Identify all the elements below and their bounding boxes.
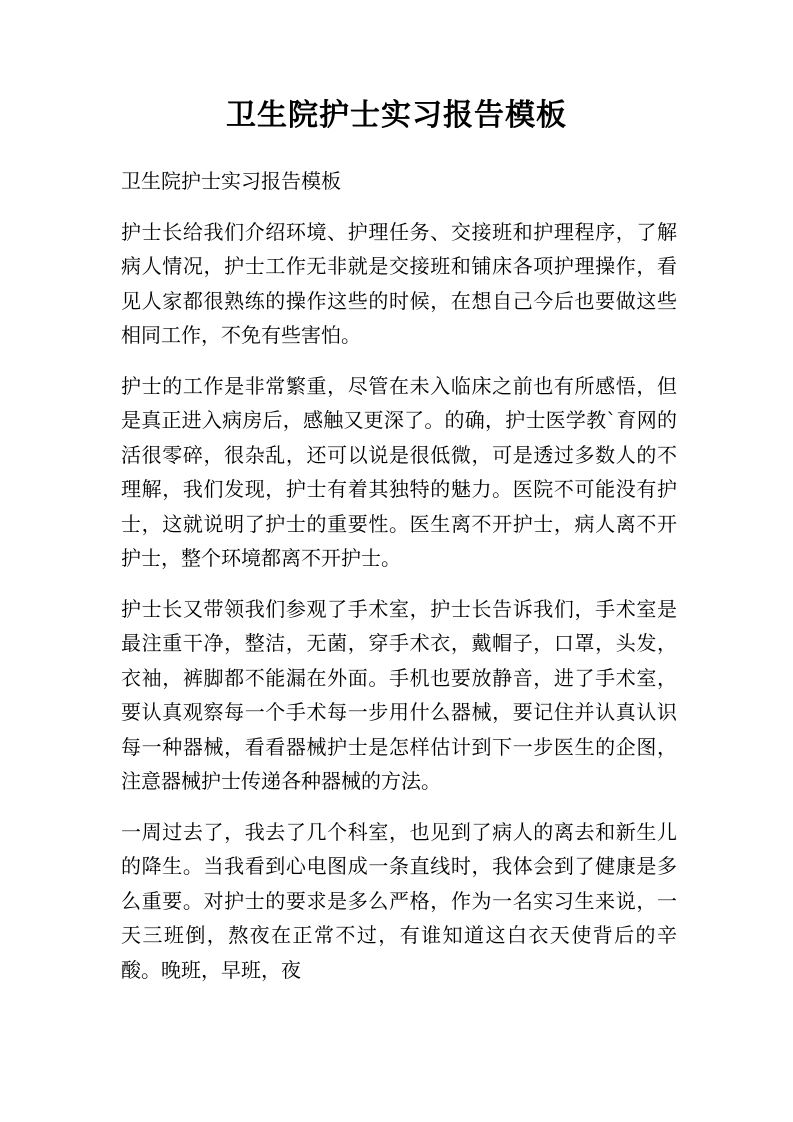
paragraph-3: 护士长又带领我们参观了手术室，护士长告诉我们，手术室是最注重干净，整洁，无菌，穿手术衣，戴帽子，口罩，头发，衣袖，裤脚都不能漏在外面。手机也要放静音，进了手术室，要认真观察每一个手术每一步用什么器械，要记住并认真认识每一种器械，看看器械护士是怎样估计到下一步医生的企图，注意器械护士传递各种器械的方法。: [121, 596, 677, 793]
paragraph-1: 护士长给我们介绍环境、护理任务、交接班和护理程序，了解病人情况，护士工作无非就是交接班和铺床各项护理操作，看见人家都很熟练的操作这些的时候，在想自己今后也要做这些相同工作，不免有些害怕。: [121, 219, 677, 347]
paragraph-2: 护士的工作是非常繁重，尽管在未入临床之前也有所感悟，但是真正进入病房后，感触又更深了。的确，护士医学教`育网的活很零碎，很杂乱，还可以说是很低微，可是透过多数人的不理解，我们发现，护士有着其独特的魅力。医院不可能没有护士，这就说明了护士的重要性。医生离不开护士，病人离不开护士，整个环境都离不开护士。: [121, 373, 677, 570]
document-body: [121, 164, 677, 1003]
paragraph-4: 一周过去了，我去了几个科室，也见到了病人的离去和新生儿的降生。当我看到心电图成一条直线时，我体会到了健康是多么重要。对护士的要求是多么严格，作为一名实习生来说，一天三班倒，熬夜在正常不过，有谁知道这白衣天使背后的辛酸。晚班，早班，夜: [121, 819, 677, 982]
document-subtitle: 卫生院护士实习报告模板: [121, 169, 341, 193]
document-title: 卫生院护士实习报告模板: [226, 98, 567, 133]
